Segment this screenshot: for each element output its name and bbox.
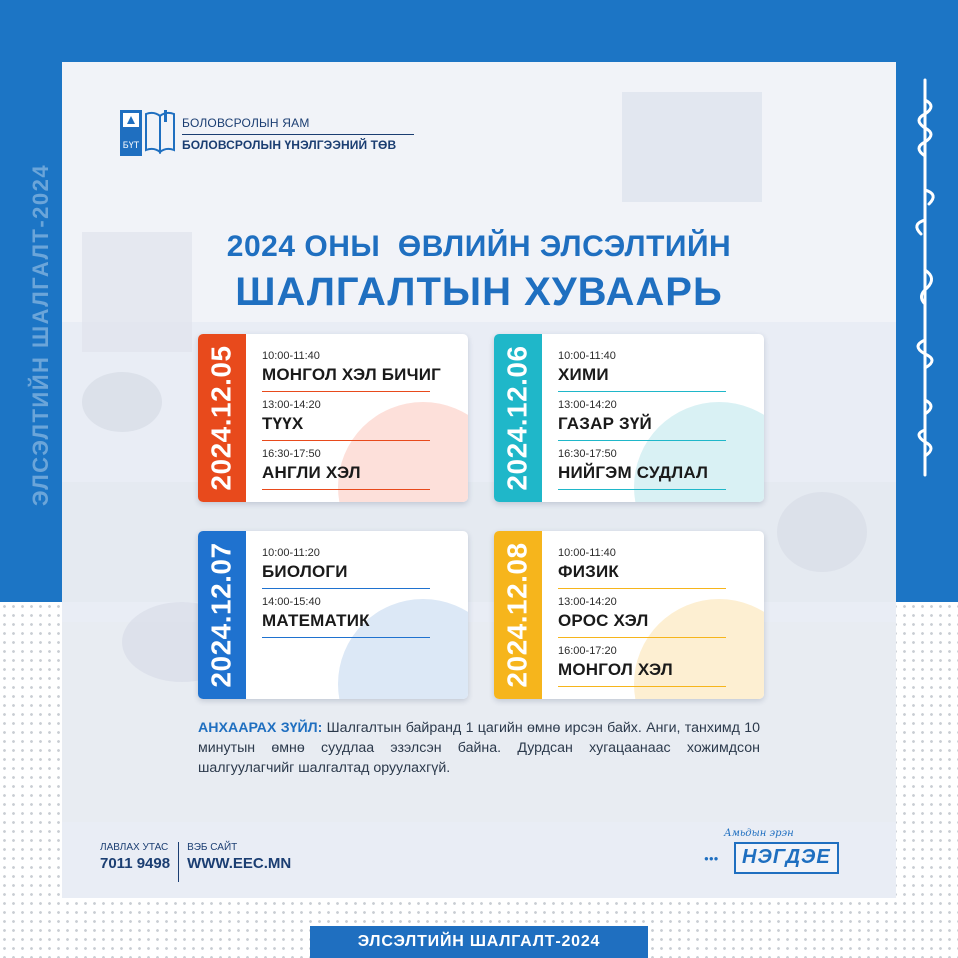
session-divider — [262, 391, 430, 392]
exam-date: 2024.12.05 — [206, 345, 238, 491]
website-label: ВЭБ САЙТ — [187, 842, 238, 853]
footer-banner: ЭЛСЭЛТИЙН ШАЛГАЛТ-2024 — [310, 926, 648, 958]
contact-info — [92, 842, 299, 882]
session-time: 10:00-11:40 — [558, 350, 616, 362]
session-time: 13:00-14:20 — [558, 399, 617, 411]
schedule-card — [494, 334, 764, 502]
session-time: 16:30-17:50 — [558, 448, 617, 460]
session-time: 10:00-11:40 — [558, 547, 616, 559]
ministry-name: БОЛОВСРОЛЫН ЯАМ — [182, 116, 310, 130]
session-subject: ФИЗИК — [558, 562, 619, 581]
session-divider — [558, 489, 726, 490]
session-divider — [558, 686, 726, 687]
phone-label: ЛАВЛАХ УТАС — [100, 842, 169, 853]
session-divider — [262, 588, 430, 589]
exam-date: 2024.12.07 — [206, 542, 238, 688]
exam-date: 2024.12.06 — [502, 345, 534, 491]
session-time: 16:30-17:50 — [262, 448, 321, 460]
session-subject: НИЙГЭМ СУДЛАЛ — [558, 463, 709, 482]
negdye-brand-logo — [704, 826, 864, 876]
session-time: 10:00-11:20 — [262, 547, 320, 559]
mongolian-script-calligraphy — [900, 70, 950, 490]
session-item — [262, 350, 458, 399]
website-block — [178, 842, 299, 882]
phone-number[interactable]: 7011 9498 — [100, 855, 171, 872]
ministry-logo — [120, 110, 410, 160]
notice-paragraph — [198, 718, 760, 778]
session-subject: МАТЕМАТИК — [262, 611, 370, 630]
session-subject: ОРОС ХЭЛ — [558, 611, 649, 630]
session-time: 14:00-15:40 — [262, 596, 321, 608]
session-subject: МОНГОЛ ХЭЛ БИЧИГ — [262, 365, 441, 384]
notice-text: Шалгалтын байранд 1 цагийн өмнө ирсэн байх. Анги, танхимд 10 минутын өмнө суудлаа эзэлсэн байна. Дурдсан хугацаанаас хожимдсон шалгуулагчийг шалгалтад оруулахгүй. — [198, 720, 761, 776]
session-item — [558, 448, 754, 497]
website-link[interactable]: WWW.EEC.MN — [187, 855, 292, 872]
brand-tagline: Амьдын эрэн — [724, 828, 794, 839]
session-list — [262, 547, 458, 645]
exam-date: 2024.12.08 — [502, 542, 534, 688]
session-item — [262, 547, 458, 596]
session-time: 10:00-11:40 — [262, 350, 320, 362]
session-time: 13:00-14:20 — [558, 596, 617, 608]
book-scale-logo-icon — [120, 110, 176, 156]
side-caption-text: ЭЛСЭЛТИЙН ШАЛГАЛТ-2024 — [28, 163, 53, 507]
session-subject: БИОЛОГИ — [262, 562, 348, 581]
session-divider — [558, 637, 726, 638]
session-divider — [558, 391, 726, 392]
schedule-card — [198, 334, 468, 502]
session-subject: ХИМИ — [558, 365, 609, 384]
brand-dots-icon: ●●● — [704, 854, 719, 863]
date-tab — [198, 334, 246, 502]
page-title-line1: 2024 ОНЫ ӨВЛИЙН ЭЛСЭЛТИЙН — [226, 230, 732, 263]
phone-block — [92, 842, 178, 882]
session-item — [262, 448, 458, 497]
session-item — [558, 350, 754, 399]
session-subject: ТҮҮХ — [262, 414, 304, 433]
notice-label: АНХААРАХ ЗҮЙЛ: — [198, 720, 323, 736]
session-item — [558, 596, 754, 645]
session-subject: ГАЗАР ЗҮЙ — [558, 414, 652, 433]
session-divider — [558, 440, 726, 441]
session-subject: МОНГОЛ ХЭЛ — [558, 660, 673, 679]
session-time: 13:00-14:20 — [262, 399, 321, 411]
session-divider — [262, 637, 430, 638]
session-item — [262, 399, 458, 448]
session-subject: АНГЛИ ХЭЛ — [262, 463, 361, 482]
logo-mark-text: БҮТ — [122, 140, 140, 150]
brand-name: НЭГДЭЕ — [734, 842, 839, 874]
session-item — [558, 547, 754, 596]
session-divider — [262, 489, 430, 490]
date-tab — [494, 531, 542, 699]
vertical-side-caption — [18, 70, 64, 600]
session-item — [262, 596, 458, 645]
date-tab — [198, 531, 246, 699]
center-name: БОЛОВСРОЛЫН ҮНЭЛГЭЭНИЙ ТӨВ — [182, 138, 397, 152]
schedule-card — [198, 531, 468, 699]
session-time: 16:00-17:20 — [558, 645, 617, 657]
logo-divider — [182, 134, 414, 135]
session-divider — [558, 588, 726, 589]
session-list — [558, 350, 754, 497]
date-tab — [494, 334, 542, 502]
session-divider — [262, 440, 430, 441]
session-item — [558, 399, 754, 448]
page-title-line2: ШАЛГАЛТЫН ХУВААРЬ — [235, 270, 723, 314]
schedule-card — [494, 531, 764, 699]
session-list — [558, 547, 754, 694]
session-item — [558, 645, 754, 694]
session-list — [262, 350, 458, 497]
main-panel — [62, 62, 896, 898]
